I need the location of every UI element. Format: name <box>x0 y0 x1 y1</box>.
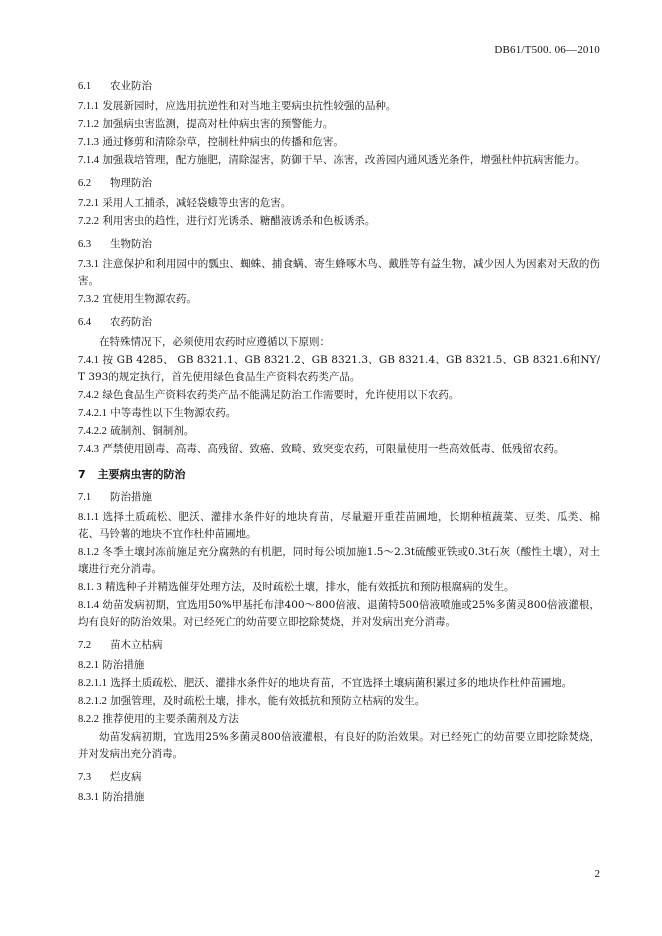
section-heading <box>78 78 600 95</box>
document-body <box>78 72 600 807</box>
paragraph <box>78 657 600 674</box>
clause-text: 烂皮病 <box>110 771 142 783</box>
paragraph <box>78 387 600 404</box>
clause-number: 7.3 <box>78 772 92 783</box>
clause-text: 硫制剂、铜制剂。 <box>110 425 195 437</box>
paragraph <box>78 441 600 458</box>
clause-text: 选择土质疏松、肥沃、灌排水条件好的地块育苗，不宜选择土壤病菌积累过多的地块作杜仲苗圃地。 <box>110 677 573 689</box>
clause-text: 防治措施 <box>110 491 153 503</box>
paragraph <box>78 134 600 151</box>
paragraph <box>78 213 600 230</box>
clause-text: 注意保护和利用园中的瓢虫、蜘蛛、捕食螨、寄生蜂啄木鸟、戴胜等有益生物，减少因人为因素对天敌的伤害。 <box>78 258 601 287</box>
clause-number: 6.3 <box>78 239 92 250</box>
clause-text: 选择土质疏松、肥沃、灌排水条件好的地块育苗，尽量避开重茬苗圃地，长期种植蔬菜、豆类、瓜类、棉花、马铃薯的地块不宜作杜仲苗圃地。 <box>78 511 600 540</box>
paragraph <box>78 544 600 578</box>
clause-text: 中等毒性以下生物源农药。 <box>110 407 237 419</box>
clause-text: 通过修剪和清除杂草，控制杜仲病虫的传播和危害。 <box>102 136 344 148</box>
clause-number: 6.2 <box>78 178 92 189</box>
clause-text: 严禁使用剧毒、高毒、高残留、致癌、致畸、致突变农药，可限量使用一些高效低毒、低残留农药。 <box>102 443 565 455</box>
paragraph <box>78 789 600 806</box>
clause-number: 7.2 <box>78 640 92 651</box>
clause-number: 7.4.2 <box>78 390 99 401</box>
document-code: DB61/T500. 06—2010 <box>494 44 600 56</box>
clause-number: 7.2.1 <box>78 198 99 209</box>
clause-text: 加强管理，及时疏松土壤，排水，能有效抵抗和预防立枯病的发生。 <box>110 695 426 707</box>
clause-number: 8.1. 3 <box>78 582 102 593</box>
chapter-heading <box>78 466 600 483</box>
clause-text: 加强栽培管理，配方施肥，清除湿害，防御干旱、冻害，改善园内通风透光条件，增强杜仲抗病害能力。 <box>102 154 586 166</box>
section-heading <box>78 489 600 506</box>
clause-text: 防治措施 <box>102 791 145 803</box>
clause-text: 发展新园时，应选用抗逆性和对当地主要病虫抗性较强的品种。 <box>102 100 397 112</box>
paragraph <box>78 579 600 596</box>
clause-number: 8.2.2 <box>78 714 99 725</box>
paragraph <box>78 693 600 710</box>
clause-text: 冬季土壤封冻前施足充分腐熟的有机肥，同时每公顷加施1.5～2.3t硫酸亚铁或0.3t石灰（酸性土壤），对土壤进行充分消毒。 <box>78 546 600 575</box>
clause-number: 7.1.4 <box>78 155 99 166</box>
clause-number: 7 <box>78 468 86 481</box>
clause-text: 幼苗发病初期，宜选用25%多菌灵800倍液灌根，有良好的防治效果。对已经死亡的幼苗要立即挖除焚烧，并对发病出充分消毒。 <box>78 731 600 760</box>
clause-number: 7.1 <box>78 492 92 503</box>
clause-text: 生物防治 <box>110 238 153 250</box>
clause-text: 在特殊情况下，必须使用农药时应遵循以下原则： <box>99 336 330 348</box>
clause-number: 8.2.1.1 <box>78 678 107 689</box>
clause-text: 苗木立枯病 <box>110 639 163 651</box>
section-heading <box>78 769 600 786</box>
clause-number: 7.4.2.1 <box>78 408 107 419</box>
clause-number: 7.3.1 <box>78 259 99 270</box>
section-heading <box>78 637 600 654</box>
paragraph <box>78 675 600 692</box>
clause-text: 采用人工捕杀，减轻袋蛾等虫害的危害。 <box>102 197 292 209</box>
page-number: 2 <box>594 868 600 880</box>
clause-number: 8.1.4 <box>78 600 99 611</box>
clause-text: 物理防治 <box>110 177 153 189</box>
paragraph <box>78 195 600 212</box>
indented-paragraph <box>78 729 600 763</box>
paragraph <box>78 116 600 133</box>
clause-number: 7.1.1 <box>78 101 99 112</box>
paragraph <box>78 423 600 440</box>
clause-text: 绿色食品生产资料农药类产品不能满足防治工作需要时，允许使用以下农药。 <box>102 389 460 401</box>
clause-text: 利用害虫的趋性，进行灯光诱杀、糖醋液诱杀和色板诱杀。 <box>102 215 376 227</box>
paragraph <box>78 291 600 308</box>
clause-number: 7.4.2.2 <box>78 426 107 437</box>
clause-text: 宜使用生物源农药。 <box>102 293 197 305</box>
clause-number: 7.2.2 <box>78 216 99 227</box>
clause-text: 幼苗发病初期，宜选用50%甲基托布津400～800倍液、退菌特500倍液喷施或25%多菌灵800倍液灌根，均有良好的防治效果。对已经死亡的幼苗要立即挖除焚烧，并对发病出充分消毒。 <box>78 599 600 628</box>
clause-number: 7.4.3 <box>78 444 99 455</box>
clause-text: 推荐使用的主要杀菌剂及方法 <box>102 713 239 725</box>
clause-text: 农业防治 <box>110 80 153 92</box>
clause-text: 加强病虫害监测，提高对杜仲病虫害的预警能力。 <box>102 118 334 130</box>
section-heading <box>78 236 600 253</box>
clause-number: 7.1.2 <box>78 119 99 130</box>
clause-number: 8.1.2 <box>78 547 99 558</box>
clause-number: 6.1 <box>78 81 92 92</box>
paragraph <box>78 352 600 386</box>
paragraph <box>78 597 600 631</box>
paragraph <box>78 711 600 728</box>
paragraph <box>78 405 600 422</box>
clause-text: 防治措施 <box>102 659 145 671</box>
clause-number: 7.3.2 <box>78 294 99 305</box>
section-heading <box>78 175 600 192</box>
clause-number: 8.2.1 <box>78 660 99 671</box>
clause-number: 7.1.3 <box>78 137 99 148</box>
indented-paragraph <box>78 334 600 351</box>
paragraph <box>78 98 600 115</box>
clause-text: 精选种子并精选催芽处理方法，及时疏松土壤，排水，能有效抵抗和预防根腐病的发生。 <box>104 581 515 593</box>
paragraph <box>78 509 600 543</box>
clause-number: 6.4 <box>78 317 92 328</box>
paragraph <box>78 152 600 169</box>
clause-number: 7.4.1 <box>78 355 99 366</box>
clause-text: 按 GB 4285、 GB 8321.1、GB 8321.2、GB 8321.3、GB 8321.4、GB 8321.5、GB 8321.6和NY/T 393的规定执行，首先使用绿色食品生产资料农药类产品。 <box>78 354 600 383</box>
paragraph <box>78 256 600 290</box>
section-heading <box>78 314 600 331</box>
clause-number: 8.1.1 <box>78 512 99 523</box>
clause-text: 主要病虫害的防治 <box>97 468 186 481</box>
clause-text: 农药防治 <box>110 316 153 328</box>
clause-number: 8.2.1.2 <box>78 696 107 707</box>
clause-number: 8.3.1 <box>78 792 99 803</box>
